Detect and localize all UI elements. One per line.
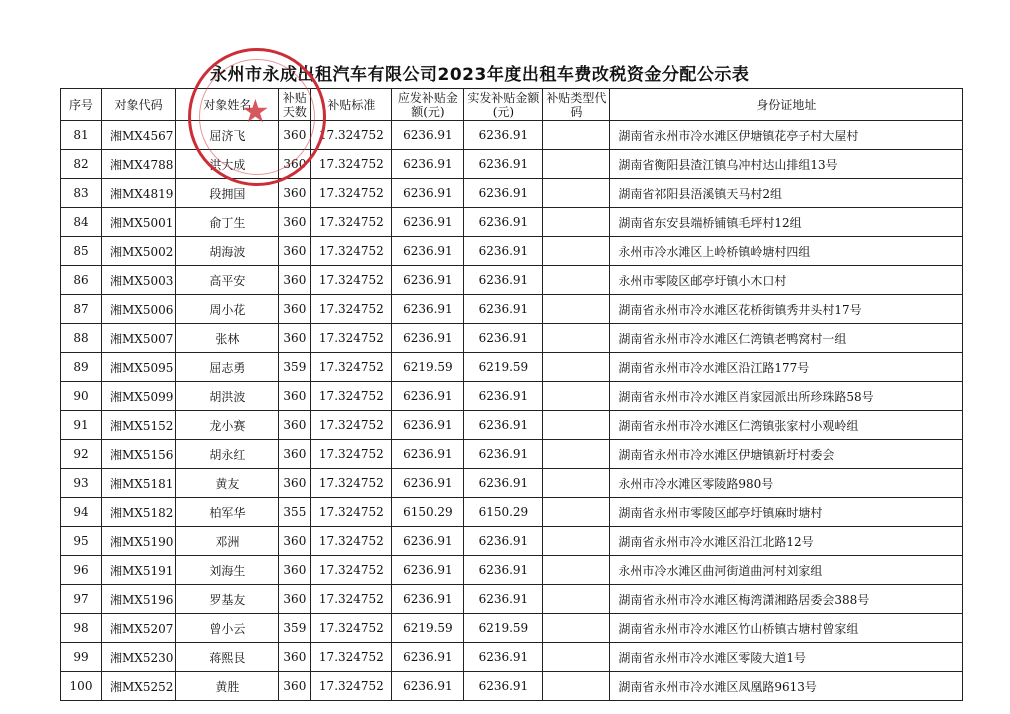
- cell-address: 湖南省永州市冷水滩区肖家园派出所珍珠路58号: [610, 382, 963, 411]
- cell-due: 6236.91: [392, 469, 464, 498]
- table-row: [61, 266, 963, 295]
- cell-seq: 88: [61, 324, 102, 353]
- cell-standard: 17.324752: [311, 295, 392, 324]
- cell-paid: 6236.91: [464, 266, 543, 295]
- cell-standard: 17.324752: [311, 643, 392, 672]
- cell-days: 360: [279, 150, 311, 179]
- cell-due: 6236.91: [392, 527, 464, 556]
- cell-paid: 6150.29: [464, 498, 543, 527]
- cell-address: 永州市冷水滩区曲河街道曲河村刘家组: [610, 556, 963, 585]
- cell-seq: 82: [61, 150, 102, 179]
- cell-address: 湖南省永州市冷水滩区仁湾镇张家村小观岭组: [610, 411, 963, 440]
- cell-address: 湖南省永州市零陵区邮亭圩镇麻时塘村: [610, 498, 963, 527]
- cell-type-code: [543, 295, 610, 324]
- cell-address: 湖南省永州市冷水滩区花桥街镇秀井头村17号: [610, 295, 963, 324]
- cell-due: 6236.91: [392, 585, 464, 614]
- cell-paid: 6236.91: [464, 179, 543, 208]
- cell-due: 6236.91: [392, 556, 464, 585]
- cell-code: 湘MX5207: [102, 614, 176, 643]
- cell-due: 6236.91: [392, 208, 464, 237]
- cell-paid: 6236.91: [464, 440, 543, 469]
- cell-seq: 96: [61, 556, 102, 585]
- cell-standard: 17.324752: [311, 498, 392, 527]
- cell-address: 湖南省永州市冷水滩区竹山桥镇古塘村曾家组: [610, 614, 963, 643]
- cell-name: 洪大成: [176, 150, 279, 179]
- table-row: [61, 556, 963, 585]
- cell-days: 359: [279, 353, 311, 382]
- cell-name: 屈志勇: [176, 353, 279, 382]
- cell-due: 6236.91: [392, 295, 464, 324]
- table-row: [61, 585, 963, 614]
- cell-paid: 6236.91: [464, 469, 543, 498]
- cell-days: 355: [279, 498, 311, 527]
- cell-due: 6236.91: [392, 382, 464, 411]
- cell-address: 湖南省永州市冷水滩区沿江路177号: [610, 353, 963, 382]
- cell-name: 屈济飞: [176, 121, 279, 150]
- table-row: [61, 643, 963, 672]
- cell-due: 6236.91: [392, 440, 464, 469]
- cell-paid: 6236.91: [464, 324, 543, 353]
- table-row: [61, 353, 963, 382]
- header-code: 对象代码: [102, 89, 176, 121]
- table-row: [61, 672, 963, 701]
- table-row: [61, 237, 963, 266]
- table-row: [61, 527, 963, 556]
- cell-code: 湘MX5099: [102, 382, 176, 411]
- cell-due: 6150.29: [392, 498, 464, 527]
- table-row: [61, 440, 963, 469]
- table-row: [61, 121, 963, 150]
- cell-name: 高平安: [176, 266, 279, 295]
- cell-days: 360: [279, 266, 311, 295]
- cell-code: 湘MX5095: [102, 353, 176, 382]
- cell-due: 6236.91: [392, 643, 464, 672]
- cell-seq: 83: [61, 179, 102, 208]
- cell-type-code: [543, 150, 610, 179]
- cell-address: 永州市冷水滩区上岭桥镇岭塘村四组: [610, 237, 963, 266]
- cell-standard: 17.324752: [311, 353, 392, 382]
- cell-type-code: [543, 353, 610, 382]
- cell-standard: 17.324752: [311, 150, 392, 179]
- cell-address: 永州市冷水滩区零陵路980号: [610, 469, 963, 498]
- cell-seq: 98: [61, 614, 102, 643]
- cell-type-code: [543, 121, 610, 150]
- cell-name: 周小花: [176, 295, 279, 324]
- cell-days: 359: [279, 614, 311, 643]
- cell-days: 360: [279, 237, 311, 266]
- header-type-code: 补贴类型代码: [543, 89, 610, 121]
- cell-days: 360: [279, 295, 311, 324]
- cell-name: 黄胜: [176, 672, 279, 701]
- cell-name: 邓洲: [176, 527, 279, 556]
- cell-seq: 100: [61, 672, 102, 701]
- cell-seq: 85: [61, 237, 102, 266]
- cell-paid: 6236.91: [464, 672, 543, 701]
- cell-standard: 17.324752: [311, 672, 392, 701]
- cell-paid: 6236.91: [464, 121, 543, 150]
- cell-type-code: [543, 614, 610, 643]
- cell-code: 湘MX5001: [102, 208, 176, 237]
- seal-star-icon: ★: [241, 92, 270, 130]
- cell-standard: 17.324752: [311, 469, 392, 498]
- cell-name: 龙小赛: [176, 411, 279, 440]
- cell-due: 6236.91: [392, 411, 464, 440]
- cell-address: 湖南省永州市冷水滩区伊塘镇新圩村委会: [610, 440, 963, 469]
- cell-address: 湖南省永州市冷水滩区伊塘镇花亭子村大屋村: [610, 121, 963, 150]
- cell-paid: 6236.91: [464, 208, 543, 237]
- table-row: [61, 614, 963, 643]
- cell-due: 6236.91: [392, 672, 464, 701]
- cell-code: 湘MX5181: [102, 469, 176, 498]
- cell-name: 刘海生: [176, 556, 279, 585]
- cell-type-code: [543, 498, 610, 527]
- cell-due: 6236.91: [392, 324, 464, 353]
- cell-address: 永州市零陵区邮亭圩镇小木口村: [610, 266, 963, 295]
- cell-code: 湘MX5190: [102, 527, 176, 556]
- cell-name: 张林: [176, 324, 279, 353]
- cell-due: 6236.91: [392, 121, 464, 150]
- cell-address: 湖南省永州市冷水滩区沿江北路12号: [610, 527, 963, 556]
- cell-code: 湘MX5230: [102, 643, 176, 672]
- subsidy-table: [60, 88, 963, 701]
- header-row: [61, 89, 963, 121]
- cell-address: 湖南省永州市冷水滩区仁湾镇老鸭窝村一组: [610, 324, 963, 353]
- table-row: [61, 150, 963, 179]
- table-row: [61, 382, 963, 411]
- cell-type-code: [543, 411, 610, 440]
- cell-address: 湖南省永州市冷水滩区零陵大道1号: [610, 643, 963, 672]
- cell-days: 360: [279, 585, 311, 614]
- cell-type-code: [543, 266, 610, 295]
- cell-code: 湘MX5002: [102, 237, 176, 266]
- cell-name: 胡洪波: [176, 382, 279, 411]
- cell-name: 柏军华: [176, 498, 279, 527]
- header-paid: 实发补贴金额(元): [464, 89, 543, 121]
- cell-type-code: [543, 585, 610, 614]
- cell-seq: 90: [61, 382, 102, 411]
- cell-standard: 17.324752: [311, 208, 392, 237]
- cell-days: 360: [279, 469, 311, 498]
- cell-name: 胡海波: [176, 237, 279, 266]
- cell-type-code: [543, 672, 610, 701]
- cell-seq: 95: [61, 527, 102, 556]
- cell-seq: 89: [61, 353, 102, 382]
- cell-code: 湘MX5191: [102, 556, 176, 585]
- cell-standard: 17.324752: [311, 382, 392, 411]
- cell-standard: 17.324752: [311, 237, 392, 266]
- cell-code: 湘MX5003: [102, 266, 176, 295]
- table-row: [61, 208, 963, 237]
- cell-due: 6236.91: [392, 150, 464, 179]
- header-standard: 补贴标准: [311, 89, 392, 121]
- cell-code: 湘MX4788: [102, 150, 176, 179]
- cell-paid: 6236.91: [464, 527, 543, 556]
- cell-code: 湘MX5182: [102, 498, 176, 527]
- cell-type-code: [543, 237, 610, 266]
- cell-paid: 6236.91: [464, 382, 543, 411]
- cell-code: 湘MX5156: [102, 440, 176, 469]
- document-title: 永州市永成出租汽车有限公司2023年度出租车费改税资金分配公示表: [210, 65, 750, 85]
- cell-days: 360: [279, 643, 311, 672]
- cell-name: 罗基友: [176, 585, 279, 614]
- header-address: 身份证地址: [610, 89, 963, 121]
- header-due: 应发补贴金额(元): [392, 89, 464, 121]
- table-row: [61, 498, 963, 527]
- cell-days: 360: [279, 208, 311, 237]
- cell-type-code: [543, 527, 610, 556]
- cell-standard: 17.324752: [311, 179, 392, 208]
- cell-name: 段拥国: [176, 179, 279, 208]
- table-row: [61, 411, 963, 440]
- cell-days: 360: [279, 324, 311, 353]
- cell-name: 蒋熙艮: [176, 643, 279, 672]
- cell-standard: 17.324752: [311, 527, 392, 556]
- cell-name: 胡永红: [176, 440, 279, 469]
- cell-days: 360: [279, 382, 311, 411]
- cell-due: 6236.91: [392, 237, 464, 266]
- cell-due: 6236.91: [392, 179, 464, 208]
- cell-days: 360: [279, 179, 311, 208]
- header-days: 补贴天数: [279, 89, 311, 121]
- cell-paid: 6236.91: [464, 585, 543, 614]
- cell-name: 黄友: [176, 469, 279, 498]
- cell-due: 6219.59: [392, 353, 464, 382]
- cell-paid: 6219.59: [464, 614, 543, 643]
- table-row: [61, 469, 963, 498]
- cell-paid: 6236.91: [464, 237, 543, 266]
- cell-seq: 87: [61, 295, 102, 324]
- cell-due: 6236.91: [392, 266, 464, 295]
- cell-seq: 86: [61, 266, 102, 295]
- cell-seq: 93: [61, 469, 102, 498]
- cell-days: 360: [279, 672, 311, 701]
- cell-paid: 6236.91: [464, 411, 543, 440]
- cell-type-code: [543, 179, 610, 208]
- cell-days: 360: [279, 411, 311, 440]
- header-name: 对象姓名: [176, 89, 279, 121]
- cell-name: 俞丁生: [176, 208, 279, 237]
- cell-seq: 81: [61, 121, 102, 150]
- cell-paid: 6236.91: [464, 295, 543, 324]
- cell-type-code: [543, 324, 610, 353]
- cell-standard: 17.324752: [311, 556, 392, 585]
- cell-code: 湘MX5196: [102, 585, 176, 614]
- cell-type-code: [543, 643, 610, 672]
- cell-code: 湘MX4819: [102, 179, 176, 208]
- cell-paid: 6236.91: [464, 643, 543, 672]
- cell-address: 湖南省衡阳县渣江镇乌冲村达山排组13号: [610, 150, 963, 179]
- header-seq: 序号: [61, 89, 102, 121]
- cell-type-code: [543, 556, 610, 585]
- cell-address: 湖南省祁阳县浯溪镇天马村2组: [610, 179, 963, 208]
- cell-standard: 17.324752: [311, 266, 392, 295]
- cell-standard: 17.324752: [311, 440, 392, 469]
- cell-days: 360: [279, 440, 311, 469]
- cell-standard: 17.324752: [311, 585, 392, 614]
- table-body: [61, 121, 963, 701]
- cell-seq: 84: [61, 208, 102, 237]
- cell-type-code: [543, 440, 610, 469]
- cell-days: 360: [279, 121, 311, 150]
- cell-address: 湖南省永州市冷水滩区凤凰路9613号: [610, 672, 963, 701]
- cell-standard: 17.324752: [311, 411, 392, 440]
- cell-address: 湖南省永州市冷水滩区梅湾潇湘路居委会388号: [610, 585, 963, 614]
- cell-days: 360: [279, 556, 311, 585]
- cell-address: 湖南省东安县端桥铺镇毛坪村12组: [610, 208, 963, 237]
- cell-code: 湘MX5152: [102, 411, 176, 440]
- cell-standard: 17.324752: [311, 324, 392, 353]
- table-row: [61, 179, 963, 208]
- cell-standard: 17.324752: [311, 121, 392, 150]
- cell-paid: 6236.91: [464, 150, 543, 179]
- cell-paid: 6236.91: [464, 556, 543, 585]
- cell-seq: 99: [61, 643, 102, 672]
- table-row: [61, 324, 963, 353]
- cell-code: 湘MX5006: [102, 295, 176, 324]
- cell-type-code: [543, 208, 610, 237]
- cell-seq: 91: [61, 411, 102, 440]
- cell-type-code: [543, 382, 610, 411]
- cell-code: 湘MX4567: [102, 121, 176, 150]
- cell-seq: 94: [61, 498, 102, 527]
- cell-seq: 97: [61, 585, 102, 614]
- cell-name: 曾小云: [176, 614, 279, 643]
- cell-code: 湘MX5252: [102, 672, 176, 701]
- cell-paid: 6219.59: [464, 353, 543, 382]
- cell-standard: 17.324752: [311, 614, 392, 643]
- cell-due: 6219.59: [392, 614, 464, 643]
- cell-days: 360: [279, 527, 311, 556]
- cell-type-code: [543, 469, 610, 498]
- cell-code: 湘MX5007: [102, 324, 176, 353]
- cell-seq: 92: [61, 440, 102, 469]
- table-row: [61, 295, 963, 324]
